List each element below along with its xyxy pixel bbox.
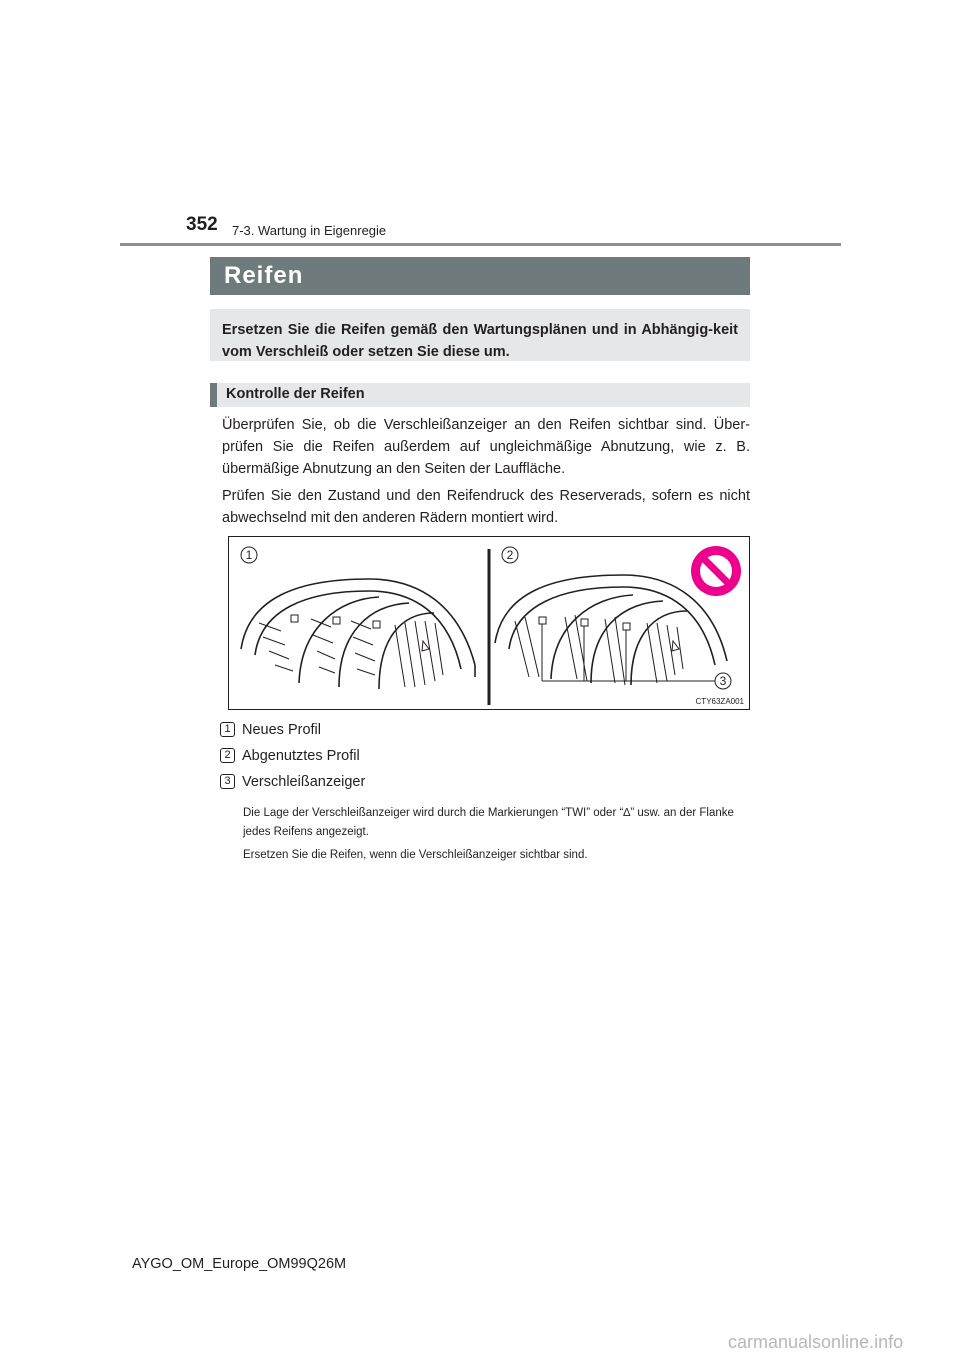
callout-2-label: 2: [506, 548, 514, 562]
section-heading-bar: [210, 383, 750, 407]
section-heading: Kontrolle der Reifen: [226, 386, 365, 402]
tire-illustration: [229, 537, 749, 709]
legend-number: 1: [220, 722, 235, 737]
intro-box: Ersetzen Sie die Reifen gemäß den Wartungsplänen und in Abhängig-keit vom Verschleiß oder setzen Sie diese um.: [210, 309, 750, 361]
callout-1: [241, 547, 257, 563]
note-indicator-location: Die Lage der Verschleißanzeiger wird durch die Markierungen “TWI” oder “∆” usw. an der Flanke jedes Reifens angezeigt.: [243, 807, 734, 838]
new-tread-grooves: [259, 619, 443, 687]
worn-tread-grooves: [515, 615, 683, 685]
legend-label: Verschleißanzeiger: [242, 774, 366, 790]
prohibition-icon: [691, 546, 741, 596]
legend-label: Neues Profil: [242, 722, 321, 738]
page-title: Reifen: [224, 262, 304, 289]
paragraph-wear-check: Überprüfen Sie, ob die Verschleißanzeiger an den Reifen sichtbar sind. Über-prüfen Sie die Reifen außerdem auf ungleichmäßige Abnutzung, wie z. B. übermäßige Abnutzung an den Seiten der Lauffläche.: [222, 417, 750, 477]
paragraph-spare-tire: Prüfen Sie den Zustand und den Reifendruck des Reserverads, sofern es nicht abwechselnd mit den anderen Rädern montiert wird.: [222, 488, 750, 526]
header-divider: [120, 243, 841, 246]
watermark: carmanualsonline.info: [728, 1332, 904, 1352]
callout-3: [715, 673, 731, 689]
page-number: 352: [186, 214, 218, 235]
note-replace-tires: Ersetzen Sie die Reifen, wenn die Verschleißanzeiger sichtbar sind.: [243, 849, 588, 861]
legend-label: Abgenutztes Profil: [242, 748, 360, 764]
callout-1-label: 1: [245, 548, 253, 562]
breadcrumb: 7-3. Wartung in Eigenregie: [232, 223, 387, 238]
worn-tread-tire: [495, 575, 727, 685]
legend-number: 3: [220, 774, 235, 789]
section-accent: [210, 383, 217, 407]
new-tread-tire: [241, 579, 475, 689]
tire-figure: [228, 536, 750, 710]
title-bar: [210, 257, 750, 295]
callout-3-label: 3: [719, 674, 727, 688]
figure-code: CTY63ZA001: [695, 697, 744, 706]
callout-2: [502, 547, 518, 563]
legend-number: 2: [220, 748, 235, 763]
footer-doc-id: AYGO_OM_Europe_OM99Q26M: [132, 1256, 347, 1272]
